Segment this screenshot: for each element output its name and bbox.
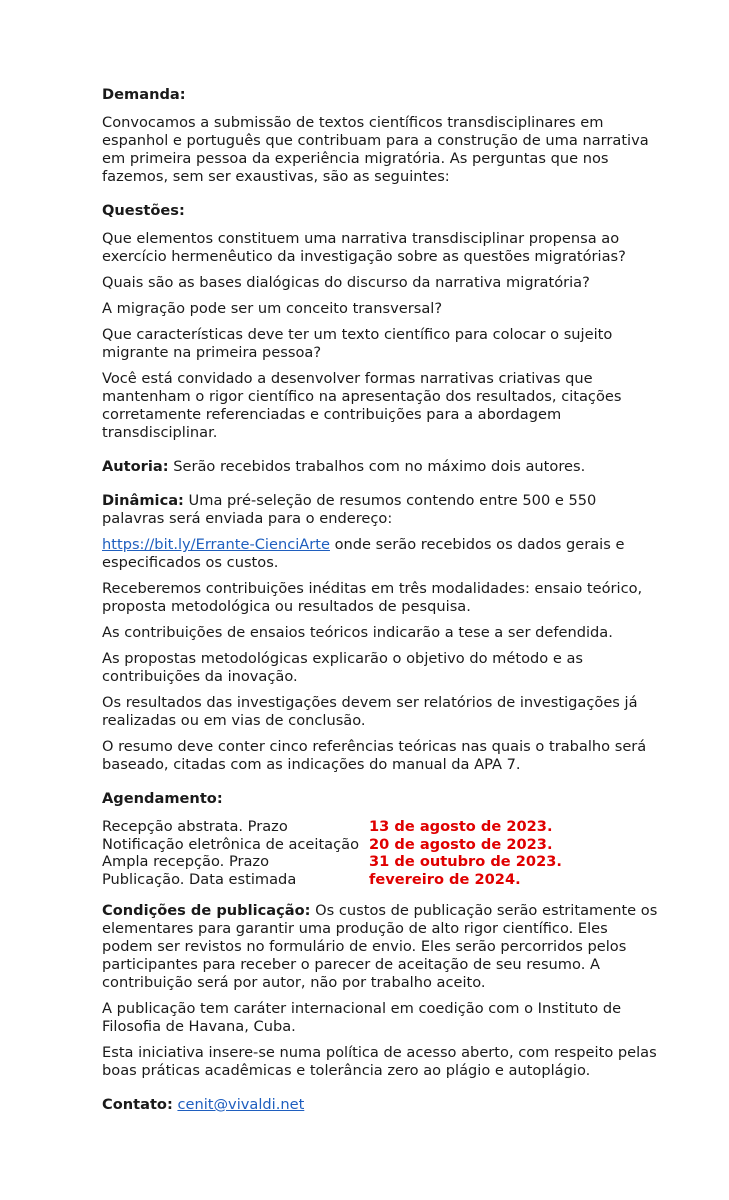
submission-link[interactable]: https://bit.ly/Errante-CienciArte (102, 536, 330, 553)
schedule-label: Publicação. Data estimada (102, 870, 297, 888)
dinamica-paragraph: O resumo deve conter cinco referências teóricas nas quais o trabalho será baseado, citadas com as indicações do manual da APA 7. (102, 738, 647, 773)
questao-item: Quais são as bases dialógicas do discurso da narrativa migratória? (102, 274, 590, 291)
questao-item: Que elementos constituem uma narrativa transdisciplinar propensa ao exercício hermenêutico da investigação sobre as questões migratórias? (102, 230, 626, 265)
schedule-date: 20 de agosto de 2023. (369, 835, 553, 853)
dinamica-paragraph: Os resultados das investigações devem ser relatórios de investigações já realizadas ou em vias de conclusão. (102, 694, 638, 729)
schedule-row (102, 836, 562, 854)
schedule-date: 31 de outubro de 2023. (369, 853, 562, 870)
condicoes-text: Os custos de publicação serão estritamente os elementares para garantir uma produção de alto rigor científico. Eles podem ser revistos no formulário de envio. Eles serão percorridos pelos participantes para receber o parecer de aceitação de seu resumo. A contribuição será por autor, não por trabalho aceito. (102, 902, 658, 991)
condicoes-paragraph (102, 902, 662, 992)
document-body (102, 86, 662, 1122)
condicoes-label: Condições de publicação: (102, 902, 311, 919)
dinamica-paragraph: As contribuições de ensaios teóricos indicarão a tese a ser defendida. (102, 624, 613, 641)
contato-label: Contato: (102, 1096, 173, 1113)
schedule-label: Notificação eletrônica de aceitação (102, 835, 360, 853)
dinamica-paragraph (102, 492, 662, 528)
demanda-text: Convocamos a submissão de textos científicos transdisciplinares em espanhol e português que contribuam para a construção de uma narrativa em primeira pessoa da experiência migratória. As perguntas que nos fazemos, sem ser exaustivas, são as seguintes: (102, 114, 649, 185)
agendamento-heading: Agendamento: (102, 790, 223, 807)
schedule-row (102, 818, 562, 836)
dinamica-link-after: onde serão recebidos os dados gerais e especificados os custos. (102, 536, 625, 571)
dinamica-text: Uma pré-seleção de resumos contendo entre 500 e 550 palavras será enviada para o endereço: (102, 492, 597, 527)
schedule-row (102, 853, 562, 871)
questao-item: Que características deve ter um texto científico para colocar o sujeito migrante na primeira pessoa? (102, 326, 613, 361)
condicoes-paragraph: Esta iniciativa insere-se numa política de acesso aberto, com respeito pelas boas práticas acadêmicas e tolerância zero ao plágio e autoplágio. (102, 1044, 657, 1079)
schedule-date: 13 de agosto de 2023. (369, 818, 553, 835)
contact-email-link[interactable]: cenit@vivaldi.net (177, 1096, 305, 1113)
schedule-date: fevereiro de 2024. (369, 870, 521, 888)
condicoes-paragraph: A publicação tem caráter internacional em coedição com o Instituto de Filosofia de Havana, Cuba. (102, 1000, 622, 1035)
autoria-label: Autoria: (102, 458, 169, 475)
schedule-row (102, 871, 562, 889)
questao-item: A migração pode ser um conceito transversal? (102, 300, 443, 317)
dinamica-label: Dinâmica: (102, 492, 184, 509)
schedule-table (102, 818, 562, 888)
contato-paragraph (102, 1096, 662, 1114)
dinamica-link-paragraph (102, 536, 662, 572)
dinamica-paragraph: As propostas metodológicas explicarão o objetivo do método e as contribuições da inovação. (102, 650, 584, 685)
autoria-text: Serão recebidos trabalhos com no máximo dois autores. (168, 458, 586, 475)
autoria-paragraph (102, 458, 662, 476)
invitation-text: Você está convidado a desenvolver formas narrativas criativas que mantenham o rigor científico na apresentação dos resultados, citações corretamente referenciadas e contribuições para a abordagem transdisciplinar. (102, 370, 622, 441)
schedule-label: Recepção abstrata. Prazo (102, 818, 288, 835)
schedule-label: Ampla recepção. Prazo (102, 853, 270, 870)
questoes-heading: Questões: (102, 202, 185, 219)
dinamica-paragraph: Receberemos contribuições inéditas em três modalidades: ensaio teórico, proposta metodológica ou resultados de pesquisa. (102, 580, 643, 615)
demanda-heading: Demanda: (102, 86, 186, 103)
